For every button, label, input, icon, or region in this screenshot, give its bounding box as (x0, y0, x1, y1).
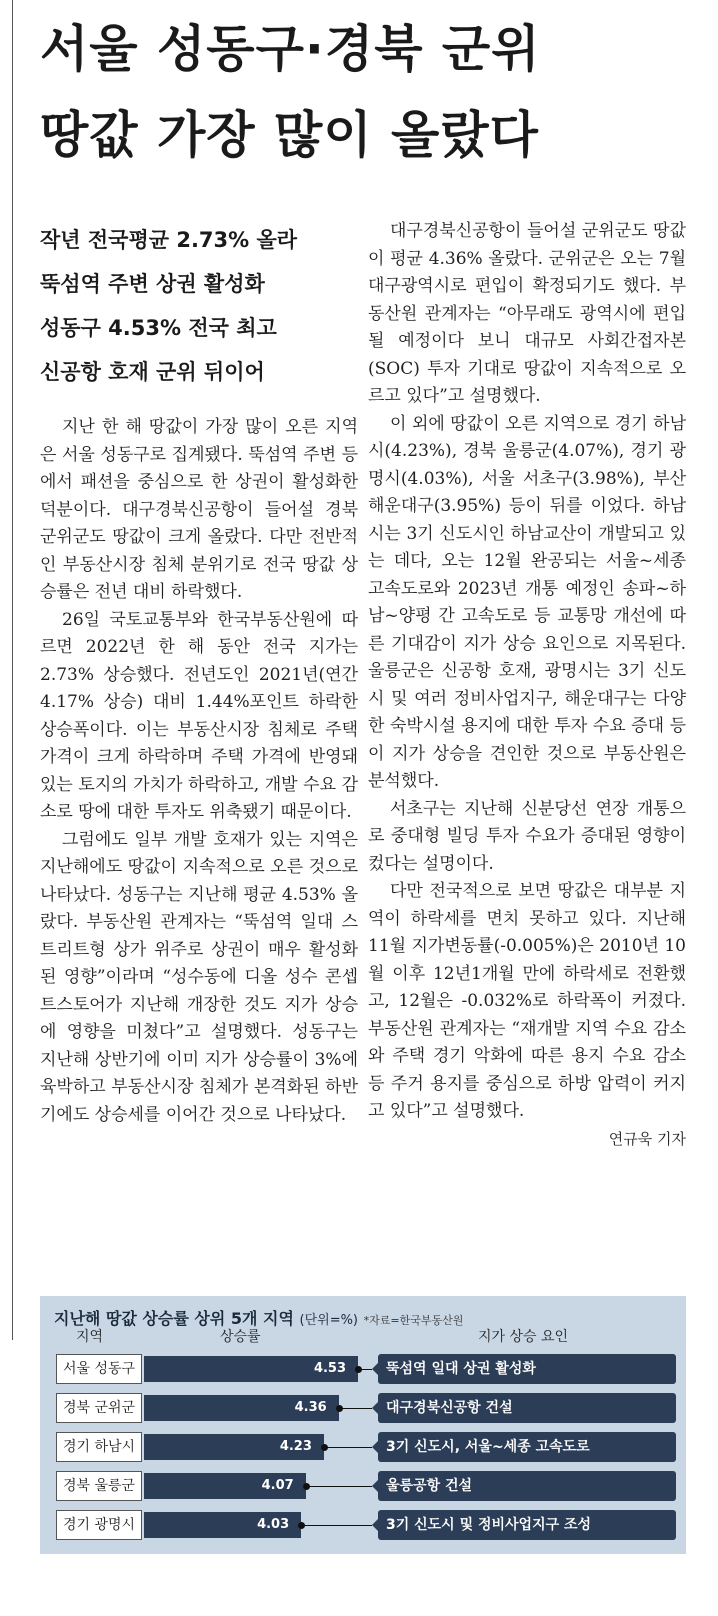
bar-value-label: 4.23 (279, 1439, 312, 1454)
factor-label: 3기 신도시, 서울~세종 고속도로 (378, 1432, 676, 1462)
connector-line (306, 1486, 372, 1487)
bar-value-label: 4.53 (313, 1361, 347, 1376)
header-region: 지역 (76, 1329, 104, 1345)
connector-line (339, 1408, 372, 1409)
paragraph: 대구경북신공항이 들어설 군위군도 땅값이 평균 4.36% 올랐다. 군위군은 오는 7월 대구광역시로 편입이 확정되기도 했다. 부동산원 관계자는 “아무래도 광역시에 편입될 예정이다 보니 대규모 사회간접자본(SOC) 투자 기대로 땅값이 지속적으로 오르고 있다”고 설명했다. (368, 221, 686, 406)
chart-row (56, 1510, 676, 1540)
header-factor: 지가 상승 요인 (478, 1329, 569, 1345)
factor-label: 울릉공항 건설 (378, 1471, 676, 1501)
chart-row (56, 1471, 676, 1501)
region-label: 경북 울릉군 (56, 1471, 142, 1501)
chart-unit: (단위=%) (299, 1313, 359, 1328)
chart-row (56, 1393, 676, 1423)
connector-line (324, 1447, 372, 1448)
factor-label: 대구경북신공항 건설 (378, 1393, 676, 1423)
header-rate: 상승률 (220, 1329, 261, 1345)
factor-label: 뚝섬역 일대 상권 활성화 (378, 1354, 676, 1384)
paragraph: 서초구는 지난해 신분당선 연장 개통으로 중대형 빌딩 투자 수요가 증대된 영향이 컸다는 설명이다. (368, 798, 686, 874)
region-label: 경기 광명시 (56, 1510, 142, 1540)
subheadings (40, 218, 360, 394)
paragraph: 이 외에 땅값이 오른 지역으로 경기 하남시(4.23%), 경북 울릉군(4.07%), 경기 광명시(4.03%), 서울 서초구(3.98%), 부산 해운대구(3.95%) 등이 뒤를 이었다. 하남시는 3기 신도시인 하남교산이 개발되고 있는 데다, 오는 12월 완공되는 서울~세종 고속도로와 2023년 개통 예정인 송파~하남~양평 간 고속도로 등 교통망 개선에 따른 기대감이 지가 상승 요인으로 지목된다. 울릉군은 신공항 호재, 광명시는 3기 신도시 및 여러 정비사업지구, 해운대구는 다양한 숙박시설 용지에 대한 투자 수요 증대 등이 지가 상승을 견인한 것으로 부동산원은 분석했다. (368, 413, 686, 791)
chart-row (56, 1354, 676, 1384)
connector-line (301, 1525, 372, 1526)
paragraph: 26일 국토교통부와 한국부동산원에 따르면 2022년 한 해 동안 전국 지가는 2.73% 상승했다. 전년도인 2021년(연간 4.17% 상승) 대비 1.44%포인트 하락한 상승폭이다. 이는 부동산시장 침체로 주택 가격이 크게 하락하며 주택 가격에 반영돼 있는 토지의 가치가 하락하고, 개발 수요 감소로 땅에 대한 투자도 위축됐기 때문이다. (40, 609, 358, 822)
bar-value-label: 4.36 (294, 1400, 327, 1415)
region-label: 경기 하남시 (56, 1432, 142, 1462)
bar-value-label: 4.07 (261, 1478, 294, 1493)
subheading: 성동구 4.53% 전국 최고 (40, 316, 277, 340)
headline-line-2: 땅값 가장 많이 올랐다 (40, 106, 539, 164)
subheading: 신공항 호재 군위 뒤이어 (40, 360, 265, 384)
connector-dot (298, 1522, 305, 1529)
chart-row (56, 1432, 676, 1462)
bar-value-label: 4.03 (257, 1517, 290, 1532)
connector-dot (336, 1405, 343, 1412)
column-rule (12, 0, 13, 1340)
paragraph: 지난 한 해 땅값이 가장 많이 오른 지역은 서울 성동구로 집계됐다. 뚝섬역 주변 등에서 패션을 중심으로 한 상권이 활성화한 덕분이다. 대구경북신공항이 들어설 경북 군위군도 땅값이 크게 올랐다. 다만 전반적인 부동산시장 침체 분위기로 전국 땅값 상승률은 전년 대비 하락했다. (40, 417, 358, 602)
connector-dot (321, 1444, 328, 1451)
chart-title: 지난해 땅값 상승률 상위 5개 지역 (54, 1309, 294, 1328)
region-label: 경북 군위군 (56, 1393, 142, 1423)
subheading: 뚝섬역 주변 상권 활성화 (40, 272, 265, 296)
headline-line-1: 서울 성동구·경북 군위 (40, 20, 541, 78)
article-column-right (368, 218, 686, 1153)
connector-dot (355, 1366, 362, 1373)
subheading: 작년 전국평균 2.73% 올라 (40, 228, 298, 252)
article-column-left (40, 414, 358, 1129)
paragraph: 다만 전국적으로 보면 땅값은 대부분 지역이 하락세를 면치 못하고 있다. 지난해 11월 지가변동률(-0.005%)은 2010년 10월 이후 12년1개월 만에 하락세로 전환했고, 12월은 -0.032%로 하락폭이 커졌다. 부동산원 관계자는 “재개발 지역 수요 감소와 주택 경기 악화에 따른 용지 수요 감소 등 주거 용지를 중심으로 하방 압력이 커지고 있다”고 설명했다. (368, 881, 686, 1121)
connector-dot (303, 1483, 310, 1490)
chart-infobox (40, 1296, 686, 1554)
byline: 연규욱 기자 (608, 1129, 686, 1148)
region-label: 서울 성동구 (56, 1354, 142, 1384)
factor-label: 3기 신도시 및 정비사업지구 조성 (378, 1510, 676, 1540)
chart-source: *자료=한국부동산원 (363, 1314, 464, 1327)
paragraph: 그럼에도 일부 개발 호재가 있는 지역은 지난해에도 땅값이 지속적으로 오른 것으로 나타났다. 성동구는 지난해 평균 4.53% 올랐다. 부동산원 관계자는 “뚝섬역 일대 스트리트형 상가 위주로 상권이 매우 활성화된 영향”이라며 “성수동에 디올 성수 콘셉트스토어가 지난해 개장한 것도 지가 상승에 영향을 미쳤다”고 설명했다. 성동구는 지난해 상반기에 이미 지가 상승률이 3%에 육박하고 부동산시장 침체가 본격화된 하반기에도 상승세를 이어간 것으로 나타났다. (40, 829, 358, 1125)
